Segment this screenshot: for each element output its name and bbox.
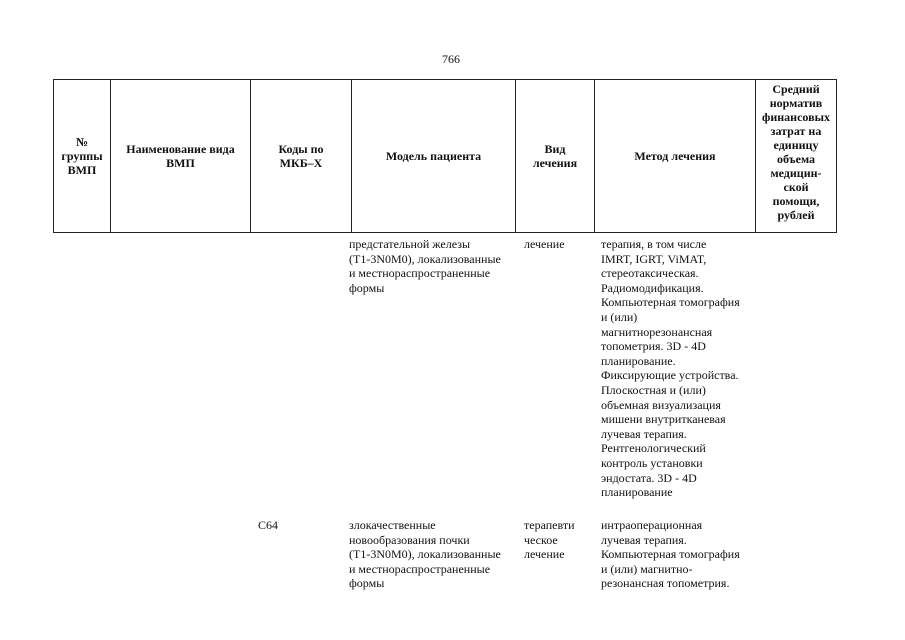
row-2-code: C64 — [258, 518, 279, 532]
page-number: 766 — [442, 52, 460, 66]
header-treatment-type: Вид лечения — [516, 80, 595, 233]
header-vmp-name: Наименование вида ВМП — [111, 80, 251, 233]
row-1-method: терапия, в том числе IMRT, IGRT, ViMAT, стереотаксическая. Радиомодификация. Компьютерная томография и (или) магнитнорезонансная топометрия. 3D - 4D планирование. Фиксирующие устройства. Плоскостная и (или) объемная визуализация мишени внутритканевая лучевая терапия. Рентгенологический контроль установки эндостата. 3D - 4D планирование — [601, 237, 740, 500]
header-patient-model: Модель пациента — [352, 80, 516, 233]
row-1-patient-model: предстательной железы (T1-3N0M0), локализованные и местнораспространенные формы — [349, 237, 501, 295]
header-group-no: № группы ВМП — [54, 80, 111, 233]
table-header — [53, 79, 837, 233]
row-1-treatment-type: лечение — [524, 237, 565, 251]
header-treatment-method: Метод лечения — [595, 80, 756, 233]
row-2-patient-model: злокачественные новообразования почки (T1-3N0M0), локализованные и местнораспространенные формы — [349, 518, 501, 591]
header-icd-codes: Коды по МКБ–Х — [251, 80, 352, 233]
header-avg-cost: Средний норматив финансовых затрат на единицу объема медицин- ской помощи, рублей — [756, 80, 837, 233]
row-2-method: интраоперационная лучевая терапия. Компьютерная томография и (или) магнитно- резонансная топометрия. — [601, 518, 740, 591]
row-2-treatment-type: терапевти ческое лечение — [524, 518, 575, 562]
